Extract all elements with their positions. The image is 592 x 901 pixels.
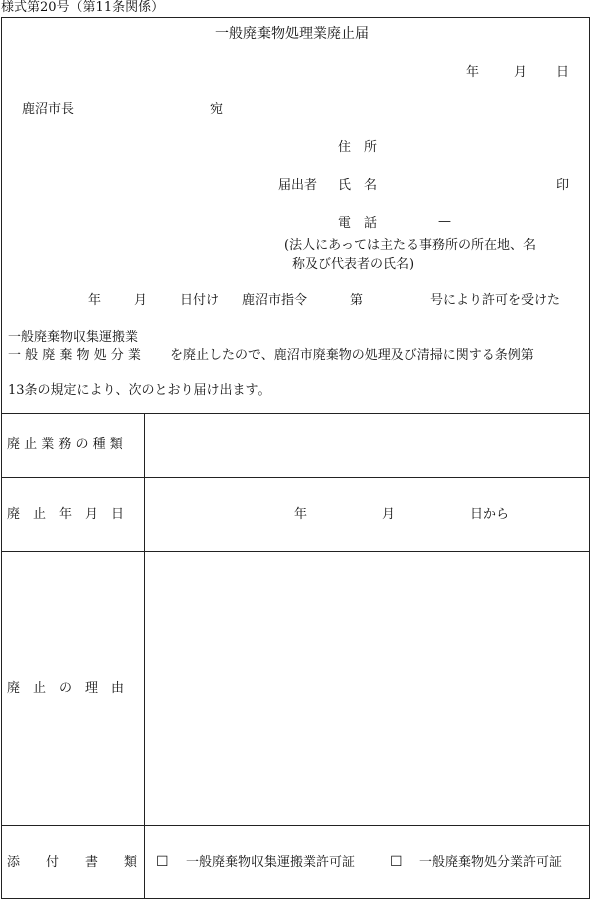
date-year: 年: [466, 65, 480, 80]
closure-month: 月: [382, 507, 396, 522]
row-label-date: 廃 止 年 月 日: [7, 507, 125, 522]
divider-date-reason: [1, 551, 590, 552]
addressee-name: 鹿沼市長: [22, 102, 75, 117]
document-title: 一般廃棄物処理業廃止届: [215, 26, 369, 42]
permit-year: 年: [88, 293, 102, 308]
table-column-divider: [144, 413, 145, 899]
permit-date-suffix: 日付け: [180, 293, 220, 308]
date-month: 月: [514, 65, 528, 80]
phone-label: 電 話: [338, 216, 378, 231]
seal-mark: 印: [556, 178, 570, 193]
permit-month: 月: [134, 293, 148, 308]
business-type-collection: 一般廃棄物収集運搬業: [8, 330, 139, 345]
closure-day-from: 日から: [470, 507, 510, 522]
corporate-note-line2: 称及び代表者の氏名): [292, 257, 415, 272]
address-label: 住 所: [338, 140, 378, 155]
divider-type-date: [1, 477, 590, 478]
attachment-option-collection-permit: 一般廃棄物収集運搬業許可証: [186, 855, 356, 870]
body-line3: 13条の規定により、次のとおり届け出ます。: [8, 383, 271, 398]
permit-designation: 鹿沼市指令: [242, 293, 308, 308]
addressee-suffix: 宛: [210, 102, 224, 117]
notifier-role-label: 届出者: [278, 178, 318, 193]
corporate-note-line1: (法人にあっては主たる事務所の所在地、名: [284, 238, 536, 253]
body-continuation: を廃止したので、鹿沼市廃棄物の処理及び清掃に関する条例第: [170, 348, 534, 363]
form-number: 様式第20号（第11条関係）: [1, 0, 165, 15]
attachment-checkbox-1[interactable]: ☐: [156, 854, 169, 870]
name-label: 氏 名: [338, 178, 378, 193]
form-frame: [1, 17, 590, 899]
divider-body-table: [1, 413, 590, 414]
row-label-business-type: 廃 止 業 務 の 種 類: [7, 437, 123, 452]
date-day: 日: [556, 65, 570, 80]
divider-reason-attach: [1, 825, 590, 826]
permit-text: 号により許可を受けた: [430, 293, 561, 308]
row-label-attachments: 添 付 書 類: [7, 855, 138, 870]
closure-year: 年: [294, 507, 308, 522]
attachment-option-disposal-permit: 一般廃棄物処分業許可証: [419, 855, 563, 870]
row-label-reason: 廃 止 の 理 由: [7, 681, 125, 696]
phone-dash: —: [438, 214, 451, 229]
attachment-checkbox-2[interactable]: ☐: [390, 854, 403, 870]
business-type-disposal: 一 般 廃 棄 物 処 分 業: [8, 348, 141, 363]
permit-dai: 第: [350, 293, 364, 308]
